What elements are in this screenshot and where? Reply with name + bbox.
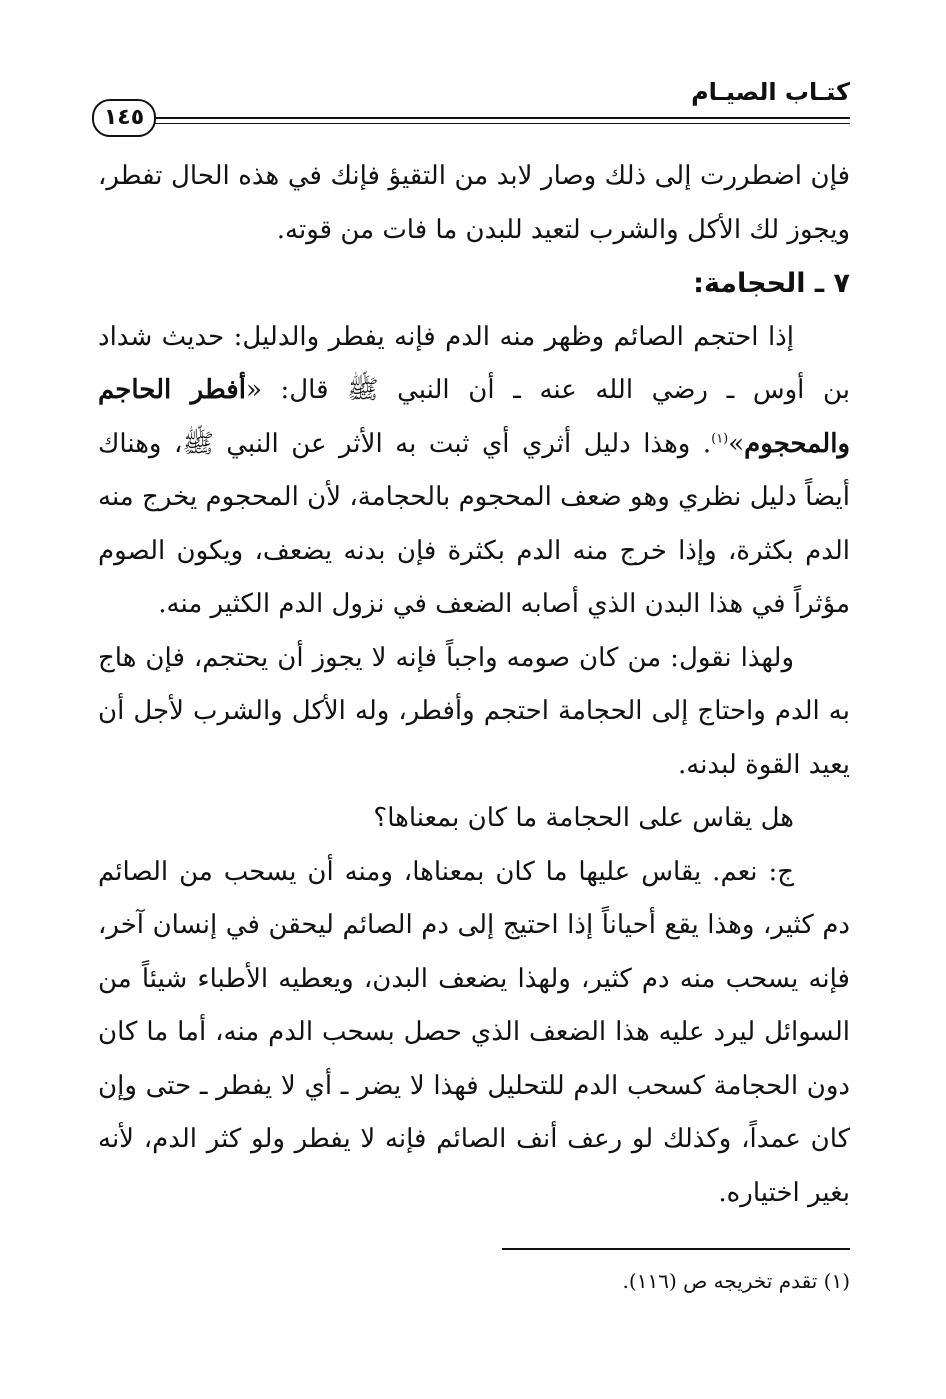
footnote-separator	[502, 1248, 850, 1250]
page-number: ١٤٥	[92, 99, 156, 137]
hadith-text: أفطر الحاجم والمحجوم	[98, 375, 850, 459]
hadith-intro: إذا احتجم الصائم وظهر منه الدم فإنه يفطر والدليل: حديث شداد بن أوس ـ رضي الله عنه ـ أن النبي ﷺ قال: «	[98, 321, 850, 405]
header-rule	[150, 117, 850, 119]
section-heading: ٧ ـ الحجامة:	[693, 268, 850, 299]
footnote: (١) تقدم تخريجه ص (١١٦).	[622, 1269, 850, 1293]
question: هل يقاس على الحجامة ما كان بمعناها؟	[373, 803, 794, 833]
running-title: كتـاب الصيـام	[691, 78, 850, 106]
hadith-explanation: . وهذا دليل أثري أي ثبت به الأثر عن النبي ﷺ، وهناك أيضاً دليل نظري وهو ضعف المحجوم بالحجامة، لأن المحجوم يخرج منه الدم بكثرة، وإذا خرج منه الدم بكثرة فإن بدنه يضعف، ويكون الصوم مؤثراً في هذا البدن الذي أصابه الضعف في نزول الدم الكثير منه.	[98, 428, 850, 619]
footnote-reference[interactable]: (١)	[711, 430, 729, 446]
paragraph-ruling: ولهذا نقول: من كان صومه واجباً فإنه لا يجوز أن يحتجم، فإن هاج به الدم واحتاج إلى الحجامة احتجم وأفطر، وله الأكل والشرب لأجل أن يعيد القوة لبدنه.	[98, 642, 850, 780]
paragraph-intro: فإن اضطررت إلى ذلك وصار لابد من التقيؤ فإنك في هذه الحال تفطر، ويجوز لك الأكل والشرب لتعيد للبدن ما فات من قوته.	[98, 161, 850, 245]
header-rule-thin	[150, 123, 850, 124]
paragraph-hadith	[98, 311, 850, 632]
quote-close: »	[728, 428, 745, 459]
main-text	[98, 150, 850, 1220]
answer: ج: نعم. يقاس عليها ما كان بمعناها، ومنه أن يسحب من الصائم دم كثير، وهذا يقع أحياناً إذا احتيج إلى دم الصائم ليحقن في إنسان آخر، فإنه يسحب منه دم كثير، ولهذا يضعف البدن، ويعطيه الأطباء شيئاً من السوائل ليرد عليه هذا الضعف الذي حصل بسحب الدم منه، أما ما كان دون الحجامة كسحب الدم للتحليل فهذا لا يضر ـ أي لا يفطر ـ حتى وإن كان عمداً، وكذلك لو رعف أنف الصائم فإنه لا يفطر ولو كثر الدم، لأنه بغير اختياره.	[98, 856, 850, 1208]
